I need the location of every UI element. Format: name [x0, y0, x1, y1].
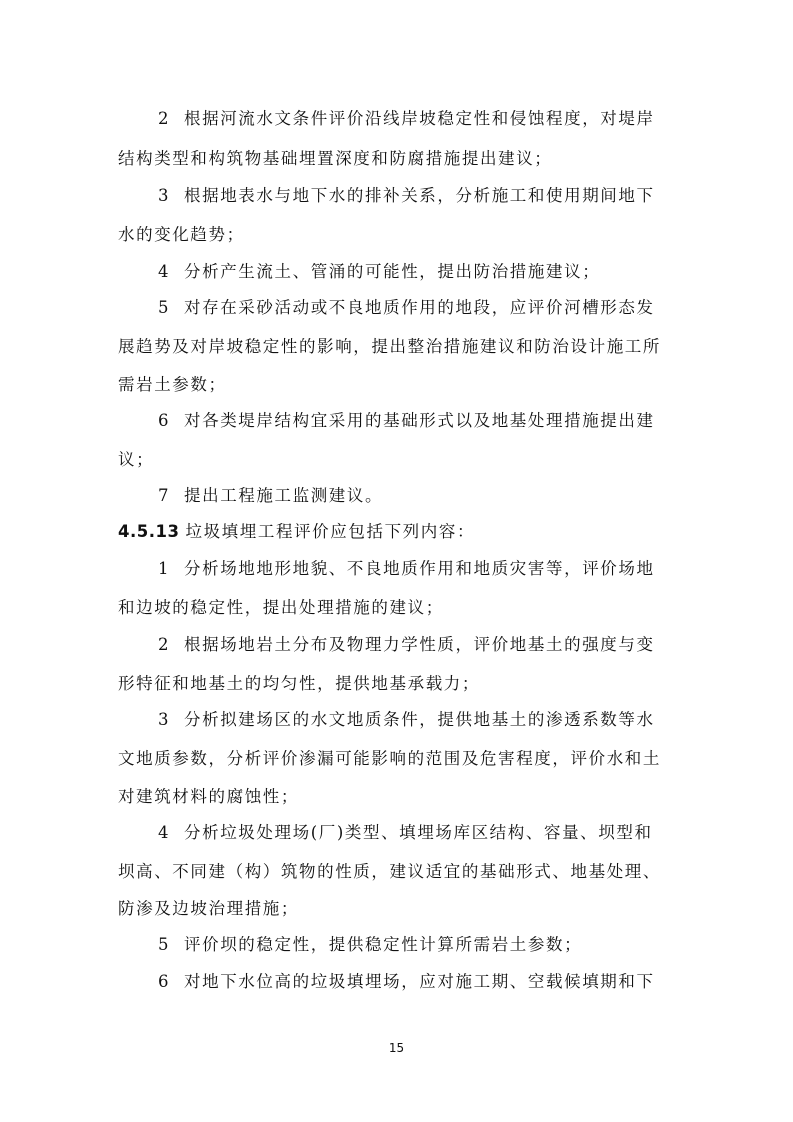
- item-number: 3: [158, 710, 171, 729]
- item-number: 7: [158, 486, 171, 505]
- item-b4-line-3: 防渗及边坡治理措施；: [118, 899, 299, 918]
- item-6-line-2: 议；: [118, 450, 155, 469]
- item-7-line-1: 7 提出工程施工监测建议。: [158, 486, 384, 505]
- item-5-line-2: 展趋势及对岸坡稳定性的影响，提出整治措施建议和防治设计施工所: [118, 337, 661, 356]
- item-number: 6: [158, 411, 171, 430]
- item-5-line-1: 5 对存在采砂活动或不良地质作用的地段，应评价河槽形态发: [158, 298, 655, 317]
- item-2-line-1: 2 根据河流水文条件评价沿线岸坡稳定性和侵蚀程度，对堤岸: [158, 109, 655, 128]
- section-number: 4.5.13: [118, 522, 180, 541]
- item-number: 2: [158, 109, 171, 128]
- page-number: 15: [388, 1041, 405, 1055]
- item-b4-line-1: 4 分析垃圾处理场(厂)类型、填埋场库区结构、容量、坝型和: [158, 823, 653, 842]
- item-number: 3: [158, 186, 171, 205]
- item-number: 2: [158, 635, 171, 654]
- item-b6-line-1: 6 对地下水位高的垃圾填埋场，应对施工期、空载候填期和下: [158, 972, 655, 991]
- item-b2-line-2: 形特征和地基土的均匀性，提供地基承载力；: [118, 674, 480, 693]
- section-heading: [118, 521, 475, 543]
- item-b3-line-3: 对建筑材料的腐蚀性；: [118, 787, 299, 806]
- item-number: 4: [158, 262, 171, 281]
- item-4-line-1: 4 分析产生流土、管涌的可能性，提出防治措施建议；: [158, 262, 601, 281]
- item-b2-line-1: 2 根据场地岩土分布及物理力学性质，评价地基土的强度与变: [158, 635, 655, 654]
- item-b1-line-2: 和边坡的稳定性，提出处理措施的建议；: [118, 598, 444, 617]
- item-number: 5: [158, 935, 171, 954]
- item-6-line-1: 6 对各类堤岸结构宜采用的基础形式以及地基处理措施提出建: [158, 411, 655, 430]
- item-number: 6: [158, 972, 171, 991]
- item-5-line-3: 需岩土参数；: [118, 375, 227, 394]
- item-3-line-1: 3 根据地表水与地下水的排补关系，分析施工和使用期间地下: [158, 186, 655, 205]
- item-2-line-2: 结构类型和构筑物基础埋置深度和防腐措施提出建议；: [118, 149, 553, 168]
- item-b3-line-1: 3 分析拟建场区的水文地质条件，提供地基土的渗透系数等水: [158, 710, 655, 729]
- item-b1-line-1: 1 分析场地地形地貌、不良地质作用和地质灾害等，评价场地: [158, 559, 655, 578]
- section-title: 垃圾填埋工程评价应包括下列内容：: [185, 522, 476, 541]
- item-number: 5: [158, 298, 171, 317]
- item-number: 1: [158, 559, 171, 578]
- item-b4-line-2: 坝高、不同建（构）筑物的性质，建议适宜的基础形式、地基处理、: [118, 862, 661, 881]
- item-b3-line-2: 文地质参数，分析评价渗漏可能影响的范围及危害程度，评价水和土: [118, 749, 661, 768]
- item-b5-line-1: 5 评价坝的稳定性，提供稳定性计算所需岩土参数；: [158, 935, 583, 954]
- item-number: 4: [158, 823, 171, 842]
- item-3-line-2: 水的变化趋势；: [118, 225, 245, 244]
